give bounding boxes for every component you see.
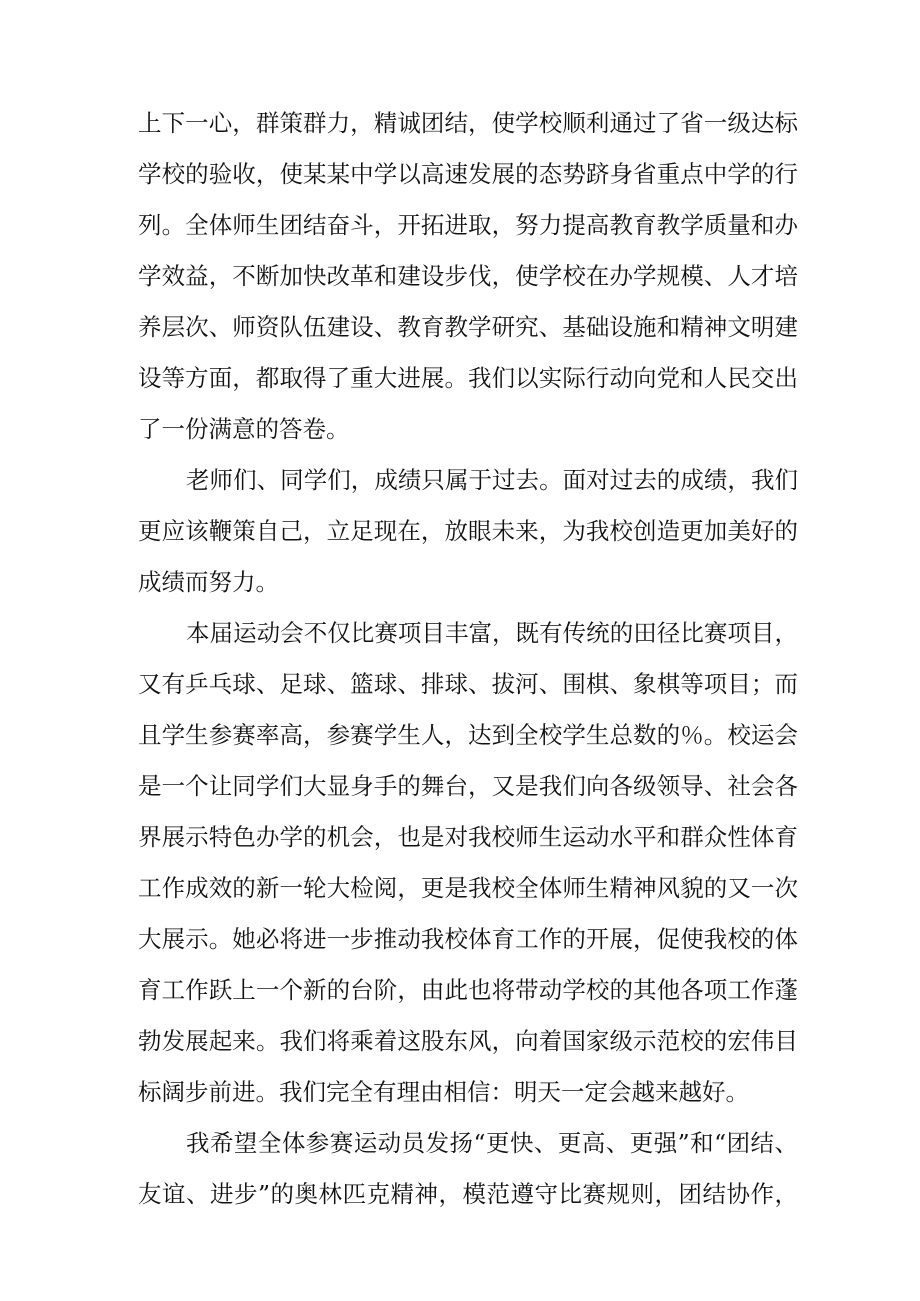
paragraph-1 xyxy=(138,98,798,455)
text-line: 成绩而努力。 xyxy=(138,568,279,596)
text-line: 又有乒乓球、足球、篮球、排球、拔河、围棋、象棋等项目；而 xyxy=(138,670,798,698)
document-page xyxy=(138,98,798,1220)
text-line: 且学生参赛率高，参赛学生人，达到全校学生总数的％。校运会 xyxy=(138,721,798,749)
text-line: 标阔步前进。我们完全有理由相信：明天一定会越来越好。 xyxy=(138,1078,749,1106)
paragraph-2 xyxy=(138,455,798,608)
text-line: 更应该鞭策自己，立足现在，放眼未来，为我校创造更加美好的 xyxy=(138,517,798,545)
paragraph-4 xyxy=(138,1118,798,1220)
text-line: 了一份满意的答卷。 xyxy=(138,415,350,443)
text-line: 学效益，不断加快改革和建设步伐，使学校在办学规模、人才培 xyxy=(138,262,798,290)
text-line: 工作成效的新一轮大检阅，更是我校全体师生精神风貌的又一次 xyxy=(138,874,798,902)
text-line: 养层次、师资队伍建设、教育教学研究、基础设施和精神文明建 xyxy=(138,313,798,341)
text-line: 界展示特色办学的机会，也是对我校师生运动水平和群众性体育 xyxy=(138,823,798,851)
text-line: 我希望全体参赛运动员发扬“更快、更高、更强”和“团结、 xyxy=(186,1129,798,1157)
text-line: 友谊、进步”的奥林匹克精神，模范遵守比赛规则，团结协作， xyxy=(138,1180,798,1208)
text-line: 学校的验收，使某某中学以高速发展的态势跻身省重点中学的行 xyxy=(138,160,798,188)
text-line: 大展示。她必将进一步推动我校体育工作的开展，促使我校的体 xyxy=(138,925,798,953)
paragraph-3 xyxy=(138,608,798,1118)
text-line: 勃发展起来。我们将乘着这股东风，向着国家级示范校的宏伟目 xyxy=(138,1027,798,1055)
text-line: 列。全体师生团结奋斗，开拓进取，努力提高教育教学质量和办 xyxy=(138,211,798,239)
text-line: 是一个让同学们大显身手的舞台，又是我们向各级领导、社会各 xyxy=(138,772,798,800)
text-line: 老师们、同学们，成绩只属于过去。面对过去的成绩，我们 xyxy=(186,466,798,494)
text-line: 设等方面，都取得了重大进展。我们以实际行动向党和人民交出 xyxy=(138,364,798,392)
text-line: 育工作跃上一个新的台阶，由此也将带动学校的其他各项工作蓬 xyxy=(138,976,798,1004)
text-line: 本届运动会不仅比赛项目丰富，既有传统的田径比赛项目， xyxy=(186,619,798,647)
text-line: 上下一心，群策群力，精诚团结，使学校顺利通过了省一级达标 xyxy=(138,109,798,137)
